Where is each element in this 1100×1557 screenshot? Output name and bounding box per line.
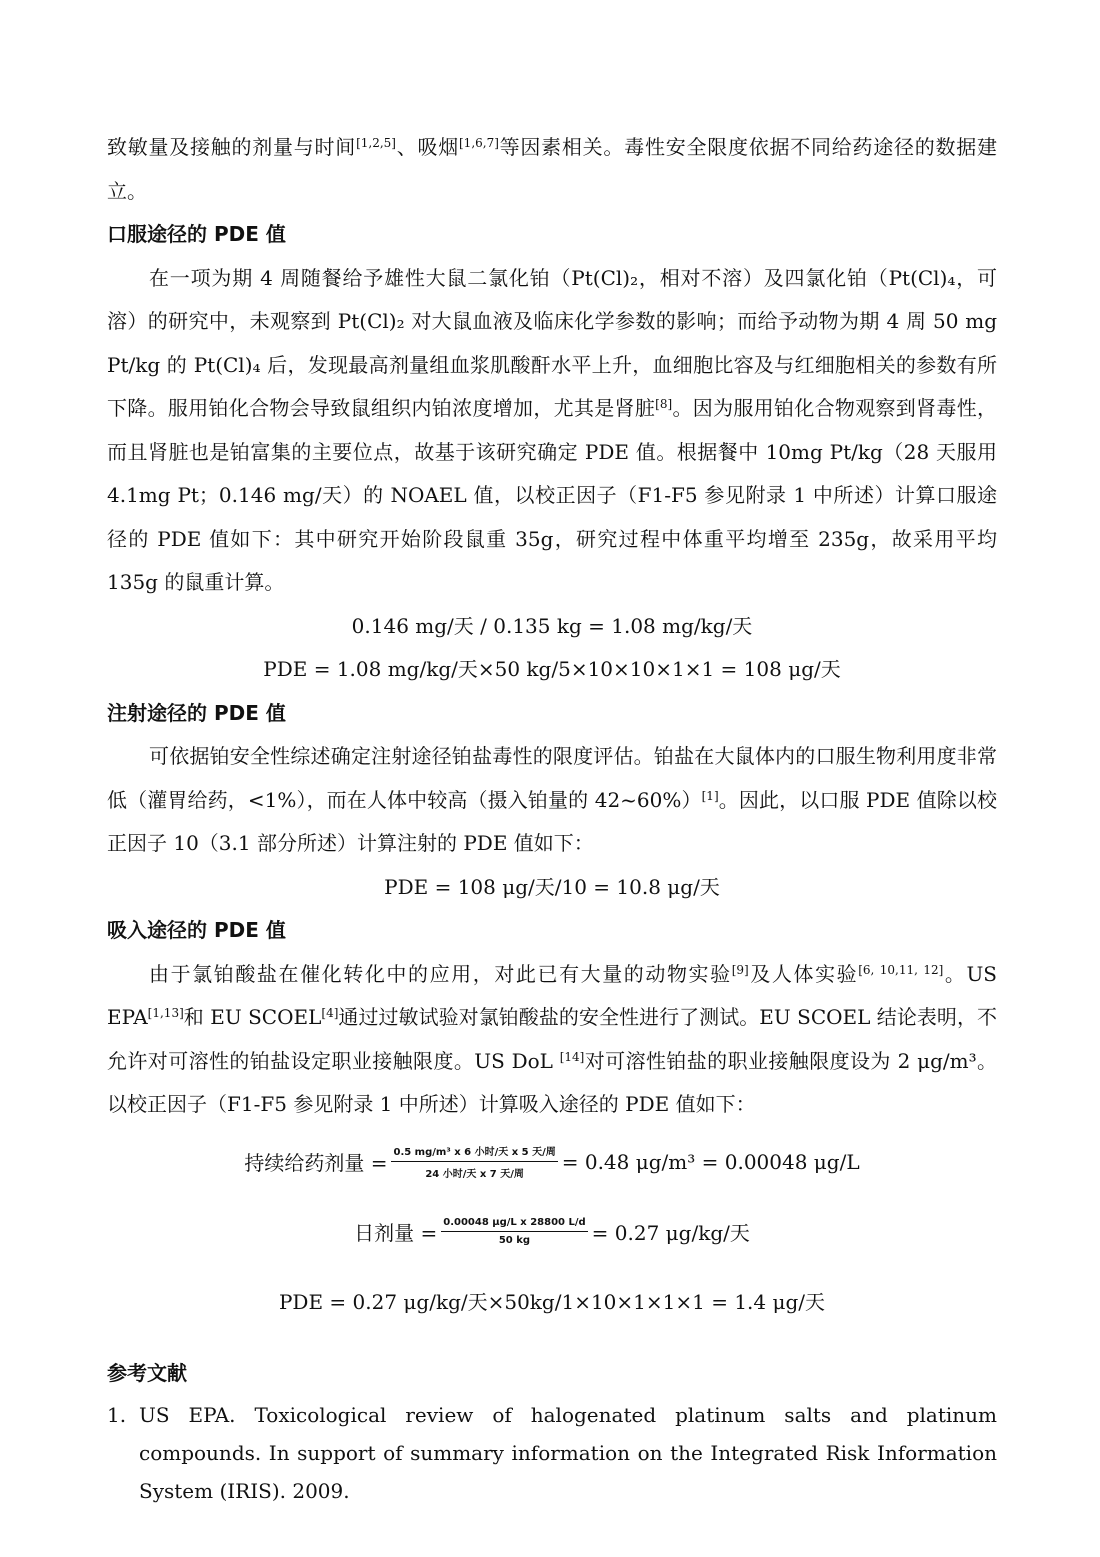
citation: [1,13] [147,1006,184,1020]
citation: [1,6,7] [459,136,499,150]
citation: [6, 10,11, 12] [858,962,944,977]
spacer [107,1267,997,1281]
fraction-numerator: 0.5 mg/m³ x 6 小时/天 x 5 天/周 [391,1143,557,1162]
oral-equation-2: PDE = 1.08 mg/kg/天×50 kg/5×10×10×1×1 = 108 μg/天 [263,657,841,681]
heading-injection: 注射途径的 PDE 值 [107,700,286,725]
text: 通过过敏试验对氯铂酸盐的安全性进行了测试。EU SCOEL 结论表明，不允许对可溶性的铂盐设定职业接触限度。US DoL [107,1005,998,1073]
text: 可依据铂安全性综述确定注射途径铂盐毒性的限度评估。铂盐在大鼠体内的口服生物利用度非常低（灌胃给药，<1%），而在人体中较高（摄入铂量的 42~60%） [107,744,997,812]
oral-equation-1: 0.146 mg/天 / 0.135 kg = 1.08 mg/kg/天 [351,613,753,638]
fraction-numerator: 0.00048 μg/L x 28800 L/d [441,1217,587,1232]
fraction [391,1143,557,1180]
citation: [1,2,5] [356,136,396,150]
references-heading: 参考文献 [107,1361,187,1385]
equation-rhs: = 0.48 μg/m³ = 0.00048 μg/L [561,1149,860,1174]
text: 、吸烟 [395,135,459,159]
intro-paragraph [107,126,997,213]
text: 及人体实验 [748,961,859,986]
equation-rhs: = 0.27 μg/kg/天 [591,1221,750,1245]
injection-paragraph [107,735,997,866]
text: 在一项为期 4 周随餐给予雄性大鼠二氯化铂（Pt(Cl)₂，相对不溶）及四氯化铂（Pt(Cl)₄，可溶）的研究中，未观察到 Pt(Cl)₂ 对大鼠血液及临床化学参数的影响；而给予动物为期 4 周 50 mg Pt/kg 的 Pt(Cl)₄ 后，发现最高剂量组血浆肌酸酐水平上升，血细胞比容及与红细胞相关的参数有所下降。服用铂化合物会导致鼠组织内铂浓度增加，尤其是肾脏 [107,265,997,420]
citation: [8] [655,397,673,411]
equation-lhs: 持续给药剂量 = [244,1151,388,1175]
fraction [441,1217,587,1246]
document-page [107,126,997,1510]
fraction-denominator: 24 小时/天 x 7 天/周 [425,1169,524,1180]
equation-lhs: 日剂量 = [354,1221,438,1245]
oral-paragraph [107,257,997,605]
heading-oral: 口服途径的 PDE 值 [107,222,286,246]
text: 和 EU SCOEL [183,1005,322,1029]
inhalation-equation-1 [107,1127,997,1197]
citation: [1] [701,788,719,803]
inhalation-equation-2 [107,1197,997,1267]
inhalation-paragraph [107,953,997,1127]
text: 等因素相关。毒性安全限度依据不同给药途径的数据建立。 [107,135,998,203]
injection-equation: PDE = 108 μg/天/10 = 10.8 μg/天 [384,874,720,899]
text: 由于氯铂酸盐在催化转化中的应用，对此已有大量的动物实验 [149,961,732,986]
reference-item [107,1396,997,1510]
text: 。因此，以口服 PDE 值除以校正因子 10（3.1 部分所述）计算注射的 PDE 值如下： [107,787,997,855]
text: 对可溶性铂盐的职业接触限度设为 2 μg/m³。以校正因子（F1-F5 参见附录 1 中所述）计算吸入途径的 PDE 值如下： [107,1048,997,1116]
citation: [9] [731,962,749,977]
text: 。因为服用铂化合物观察到肾毒性，而且肾脏也是铂富集的主要位点，故基于该研究确定 PDE 值。根据餐中 10mg Pt/kg（28 天服用 4.1mg Pt；0.146 mg/天）的 NOAEL 值，以校正因子（F1-F5 参见附录 1 中所述）计算口服途径的 PDE 值如下：其中研究开始阶段鼠重 35g，研究过程中体重平均增至 235g，故采用平均 135g 的鼠重计算。 [107,396,998,594]
fraction-denominator: 50 kg [498,1235,531,1246]
heading-inhalation: 吸入途径的 PDE 值 [107,918,286,942]
citation: [14] [559,1049,585,1064]
reference-number: 1. [107,1402,127,1427]
inhalation-equation-3: PDE = 0.27 μg/kg/天×50kg/1×10×1×1×1 = 1.4 μg/天 [278,1289,826,1314]
reference-text: US EPA. Toxicological review of halogenated platinum salts and platinum compounds. In support of summary information on the Integrated Risk Information System (IRIS). 2009. [139,1402,997,1503]
text: 。US EPA [107,961,998,1029]
citation: [4] [321,1006,339,1020]
text: 致敏量及接触的剂量与时间 [107,135,357,159]
